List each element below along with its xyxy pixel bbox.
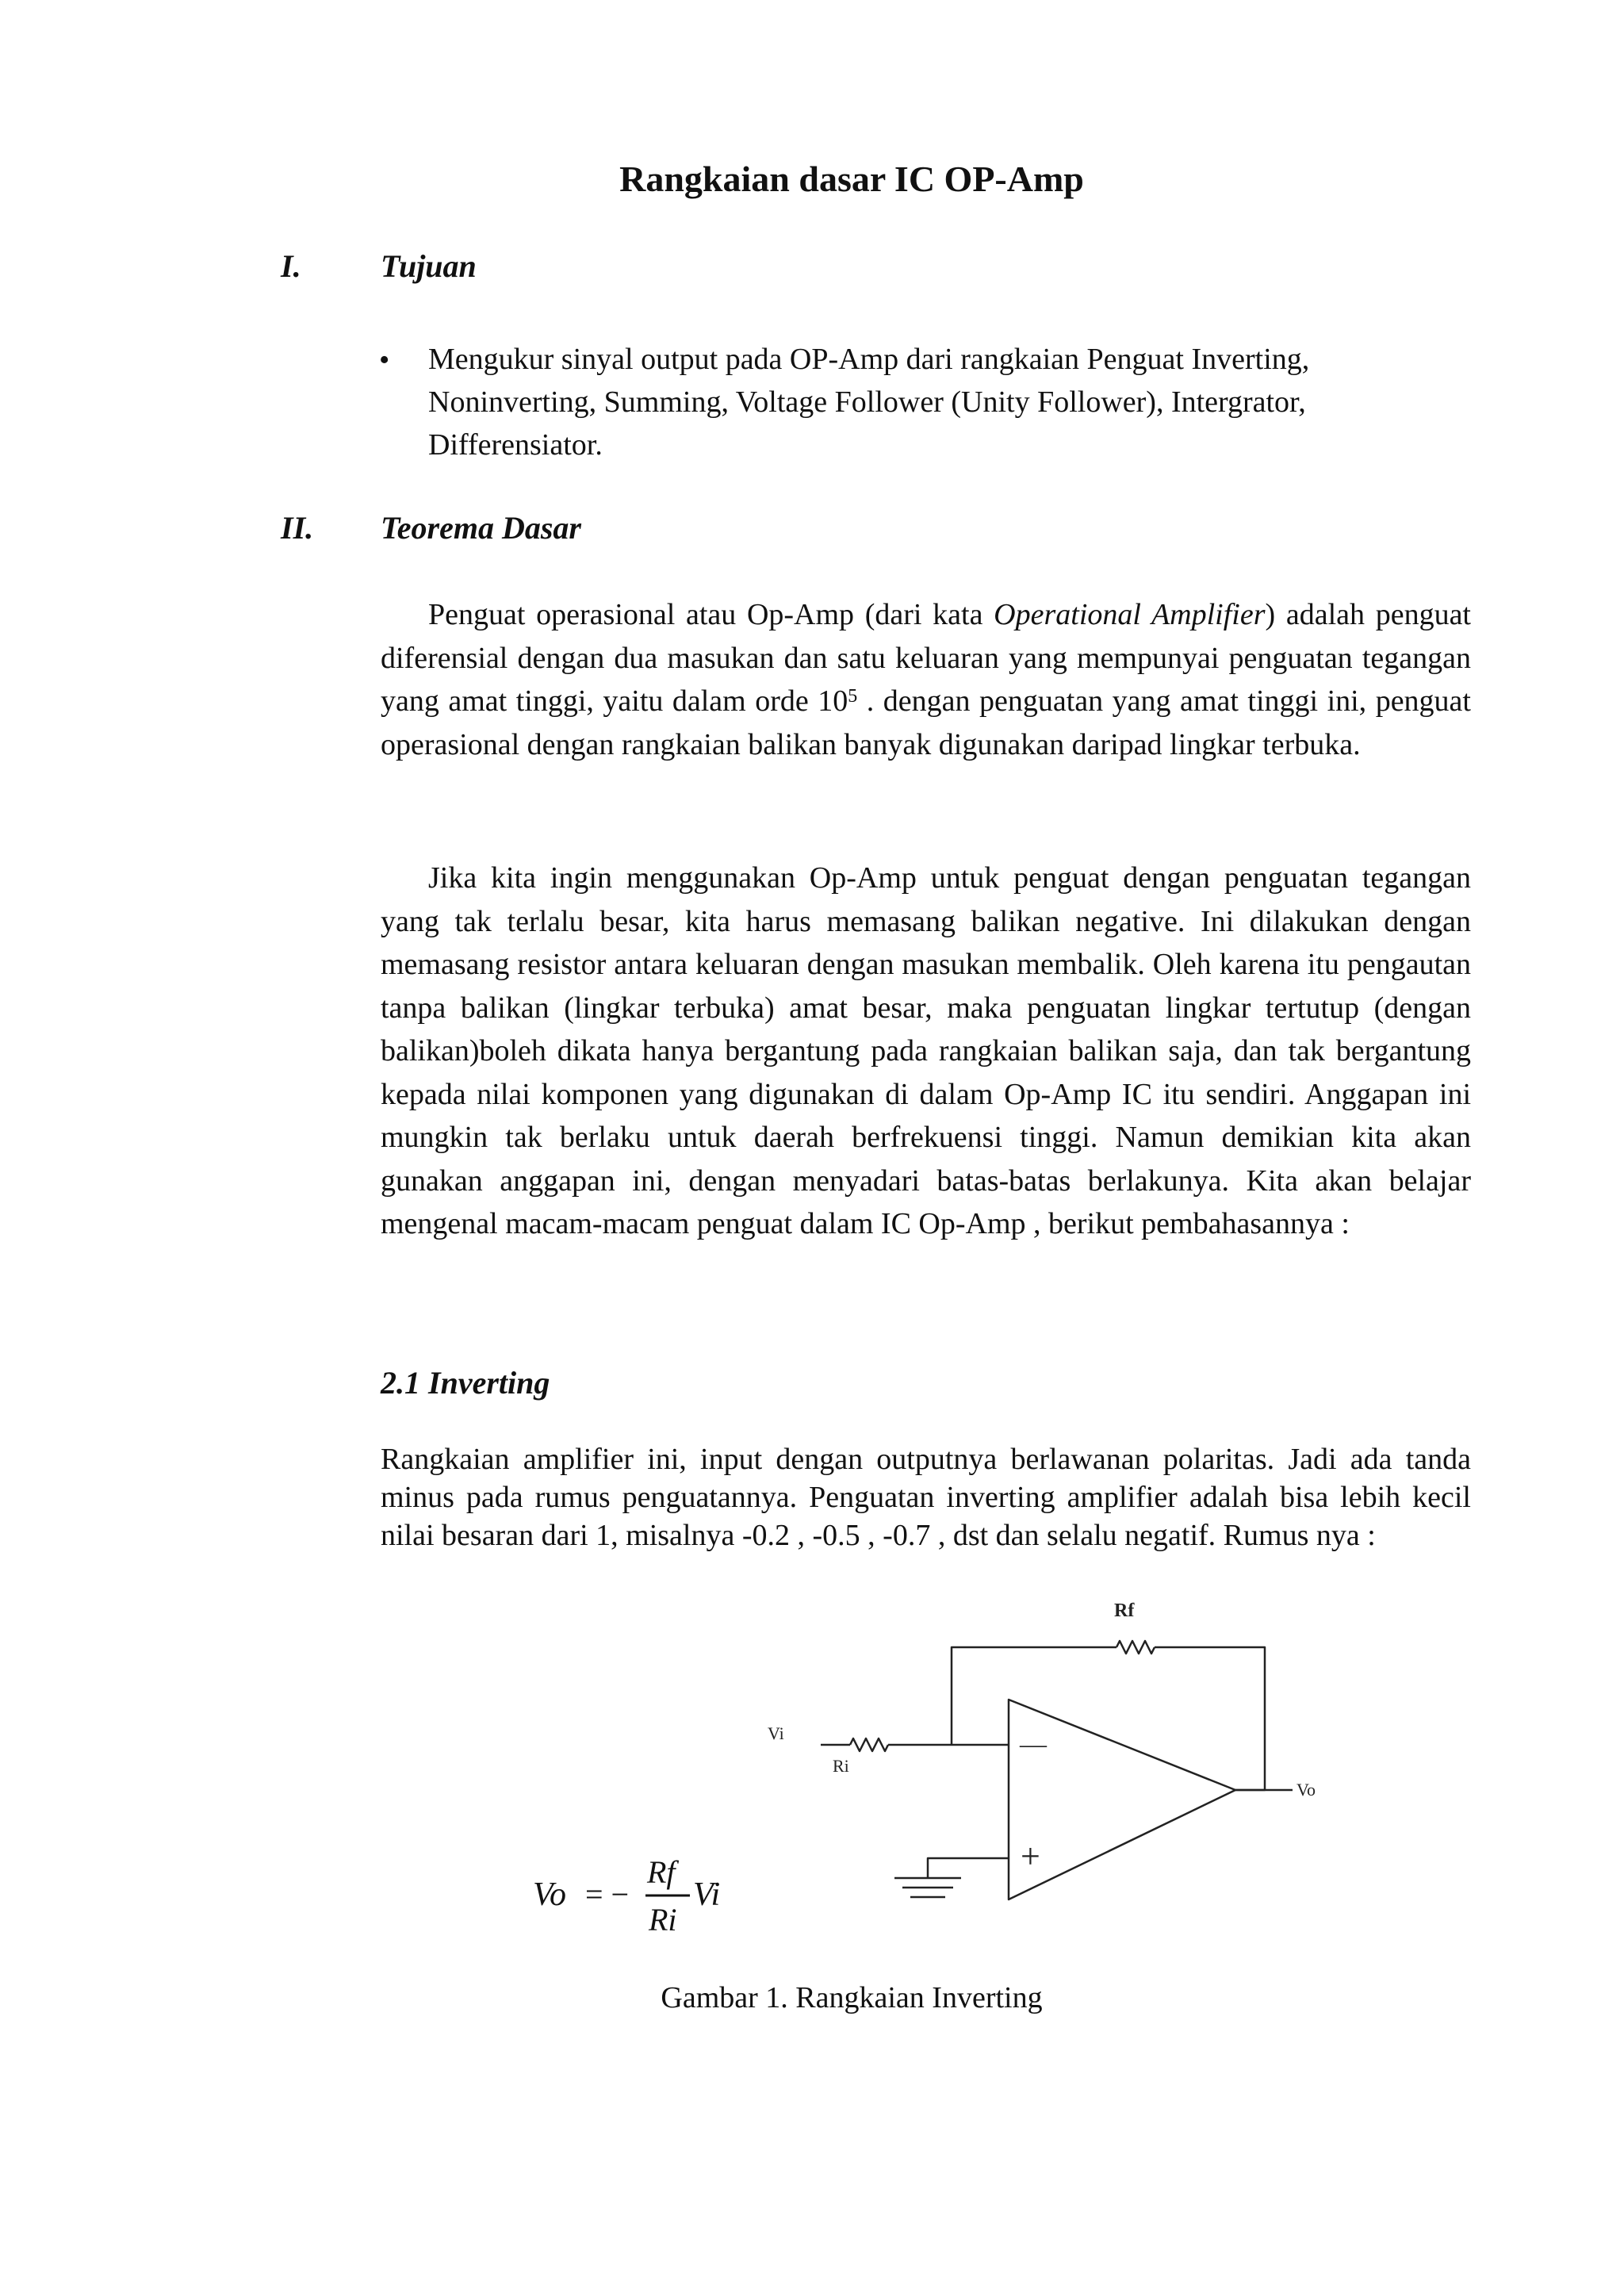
paragraph-intro-c: . dengan penguatan yang amat tinggi ini, penguat operasional dengan rangkaian balikan banyak digunakan daripad lingkar terbuka. — [381, 684, 1471, 761]
paragraph-intro-a: Penguat operasional atau Op-Amp (dari kata — [428, 598, 994, 631]
feedback-resistor — [1116, 1641, 1155, 1654]
paragraph-inverting: Rangkaian amplifier ini, input dengan outputnya berlawanan polaritas. Jadi ada tanda minus pada rumus penguatannya. Penguatan inverting amplifier adalah bisa lebih kecil nilai besaran dari 1, misalnya -0.2 , -0.5 , -0.7 , dst dan selalu negatif. Rumus nya : — [381, 1443, 1471, 1552]
input-resistor — [850, 1738, 888, 1751]
section-2-title: Teorema Dasar — [381, 510, 581, 546]
formula-denominator: Ri — [649, 1902, 677, 1938]
label-ri: Ri — [833, 1756, 849, 1776]
paragraph-intro-italic: Operational Amplifier — [994, 598, 1266, 631]
formula-equals-minus: = − — [585, 1876, 630, 1912]
section-1-number: I. — [281, 248, 301, 284]
label-vo: Vo — [1297, 1780, 1316, 1800]
bullet-icon: • — [379, 343, 390, 377]
section-1-title: Tujuan — [381, 248, 477, 284]
paragraph-intro-b: ) adalah penguat diferensial dengan dua masukan dan satu keluaran yang mempunyai penguatan tegangan yang amat tinggi, yaitu dalam orde — [381, 598, 1471, 718]
gain-formula — [531, 1832, 769, 1951]
ground-wire — [928, 1858, 1009, 1878]
formula-rhs: Vi — [693, 1876, 721, 1913]
label-rf: Rf — [1114, 1600, 1135, 1621]
paragraph-intro — [381, 593, 1471, 766]
paragraph-feedback: Jika kita ingin menggunakan Op-Amp untuk penguat dengan penguatan tegangan yang tak terlalu besar, kita harus memasang balikan negative. Ini dilakukan dengan memasang resistor antara keluaran dengan masukan membalik. Oleh karena itu pengautan tanpa balikan (lingkar terbuka) amat besar, maka penguatan lingkar tertutup (dengan balikan)boleh dikata hanya bergantung pada rangkaian balikan saja, dan tak bergantung kepada nilai komponen yang digunakan di dalam Op-Amp IC itu sendiri. Anggapan ini mungkin tak berlaku untuk daerah berfrekuensi tinggi. Namun demikian kita akan gunakan anggapan ini, dengan menyadari batas-batas berlakunya. Kita akan belajar mengenal macam-macam penguat dalam IC Op-Amp , berikut pembahasannya : — [381, 861, 1471, 1240]
formula-lhs: Vo — [533, 1876, 566, 1913]
subsection-title: 2.1 Inverting — [381, 1365, 550, 1401]
noninverting-input-symbol: + — [1021, 1837, 1040, 1876]
feedback-wire-right — [1155, 1647, 1265, 1790]
label-vi: Vi — [768, 1723, 784, 1743]
figure-caption: Gambar 1. Rangkaian Inverting — [661, 1981, 1043, 2014]
inverting-circuit-diagram — [753, 1586, 1340, 1919]
section-2-number: II. — [281, 510, 314, 546]
order-exponent: 5 — [848, 686, 858, 707]
objective-bullet: Mengukur sinyal output pada OP-Amp dari rangkaian Penguat Inverting, Noninverting, Summing, Voltage Follower (Unity Follower), Intergrator, Differensiator. — [428, 343, 1310, 462]
formula-numerator: Rf — [647, 1854, 676, 1890]
order-base: 10 — [818, 684, 848, 718]
page-title: Rangkaian dasar IC OP-Amp — [619, 159, 1084, 199]
inverting-input-symbol: — — [1020, 1730, 1047, 1759]
